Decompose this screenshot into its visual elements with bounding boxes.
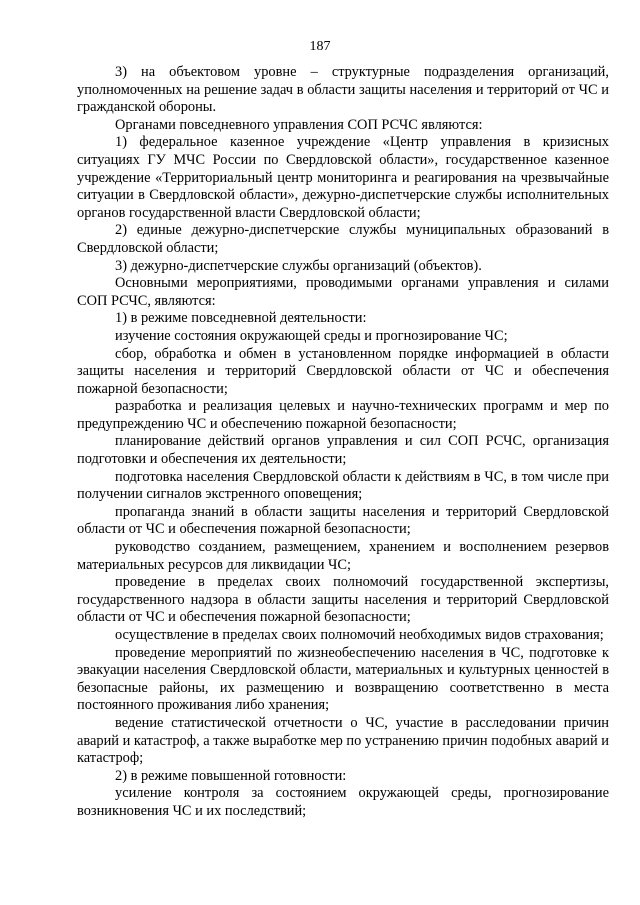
list-item: осуществление в пределах своих полномочий необходимых видов страхования;	[115, 627, 604, 643]
list-item: планирование действий органов управления и сил СОП РСЧС, организация подготовки и обеспечения их деятельности;	[77, 433, 609, 468]
paragraph-daily-mode: 1) в режиме повседневной деятельности:	[115, 310, 367, 327]
list-item: проведение мероприятий по жизнеобеспечению населения в ЧС, подготовке к эвакуации населения Свердловской области, материальных и культурных ценностей в безопасные районы, их размещению и возвращению соответственно в места постоянного проживания либо хранения;	[77, 644, 609, 714]
paragraph-high-readiness-mode: 2) в режиме повышенной готовности:	[115, 767, 347, 784]
paragraph-unified-dispatch: 2) единые дежурно-диспетчерские службы муниципальных образований в Свердловской области;	[77, 222, 609, 256]
list-item: усиление контроля за состоянием окружающей среды, прогнозирование возникновения ЧС и их последствий;	[77, 785, 609, 819]
list-item: проведение в пределах своих полномочий государственной экспертизы, государственного надзора в области защиты населения и территорий Свердловской области от ЧС и обеспечения пожарной безопасности;	[77, 574, 609, 626]
list-item: разработка и реализация целевых и научно-технических программ и мер по предупреждению ЧС и обеспечению пожарной безопасности;	[77, 398, 609, 432]
page-number: 187	[309, 39, 331, 54]
list-item: сбор, обработка и обмен в установленном порядке информацией в области защиты населения и территорий Свердловской области от ЧС и обеспечения пожарной безопасности;	[77, 345, 609, 397]
list-item: подготовка населения Свердловской области к действиям в ЧС, в том числе при получении сигналов экстренного оповещения;	[77, 468, 609, 503]
list-item: изучение состояния окружающей среды и прогнозирование ЧС;	[115, 327, 508, 344]
paragraph-main-activities-heading: Основными мероприятиями, проводимыми органами управления и силами СОП РСЧС, являются:	[77, 275, 609, 309]
paragraph-daily-management-heading: Органами повседневного управления СОП РСЧС являются:	[115, 116, 483, 133]
paragraph-organization-dispatch: 3) дежурно-диспетчерские службы организаций (объектов).	[115, 257, 482, 274]
list-item: руководство созданием, размещением, хранением и восполнением резервов материальных ресурсов для ликвидации ЧС;	[77, 539, 609, 573]
paragraph-federal-institution: 1) федеральное казенное учреждение «Центр управления в кризисных ситуациях ГУ МЧС России по Свердловской области», государственное казенное учреждение «Территориальный центр мониторинга и реагирования на чрезвычайные ситуации в Свердловской области», дежурно-диспетчерские службы исполнительных органов государственной власти Свердловской области;	[77, 134, 609, 221]
paragraph-object-level: 3) на объектовом уровне – структурные подразделения организаций, уполномоченных на решение задач в области защиты населения и территорий от ЧС и гражданской обороны.	[77, 64, 609, 116]
list-item: ведение статистической отчетности о ЧС, участие в расследовании причин аварий и катастроф, а также выработке мер по устранению причин подобных аварий и катастроф;	[77, 714, 609, 767]
list-item: пропаганда знаний в области защиты населения и территорий Свердловской области от ЧС и обеспечения пожарной безопасности;	[77, 503, 609, 538]
document-body	[77, 64, 609, 821]
